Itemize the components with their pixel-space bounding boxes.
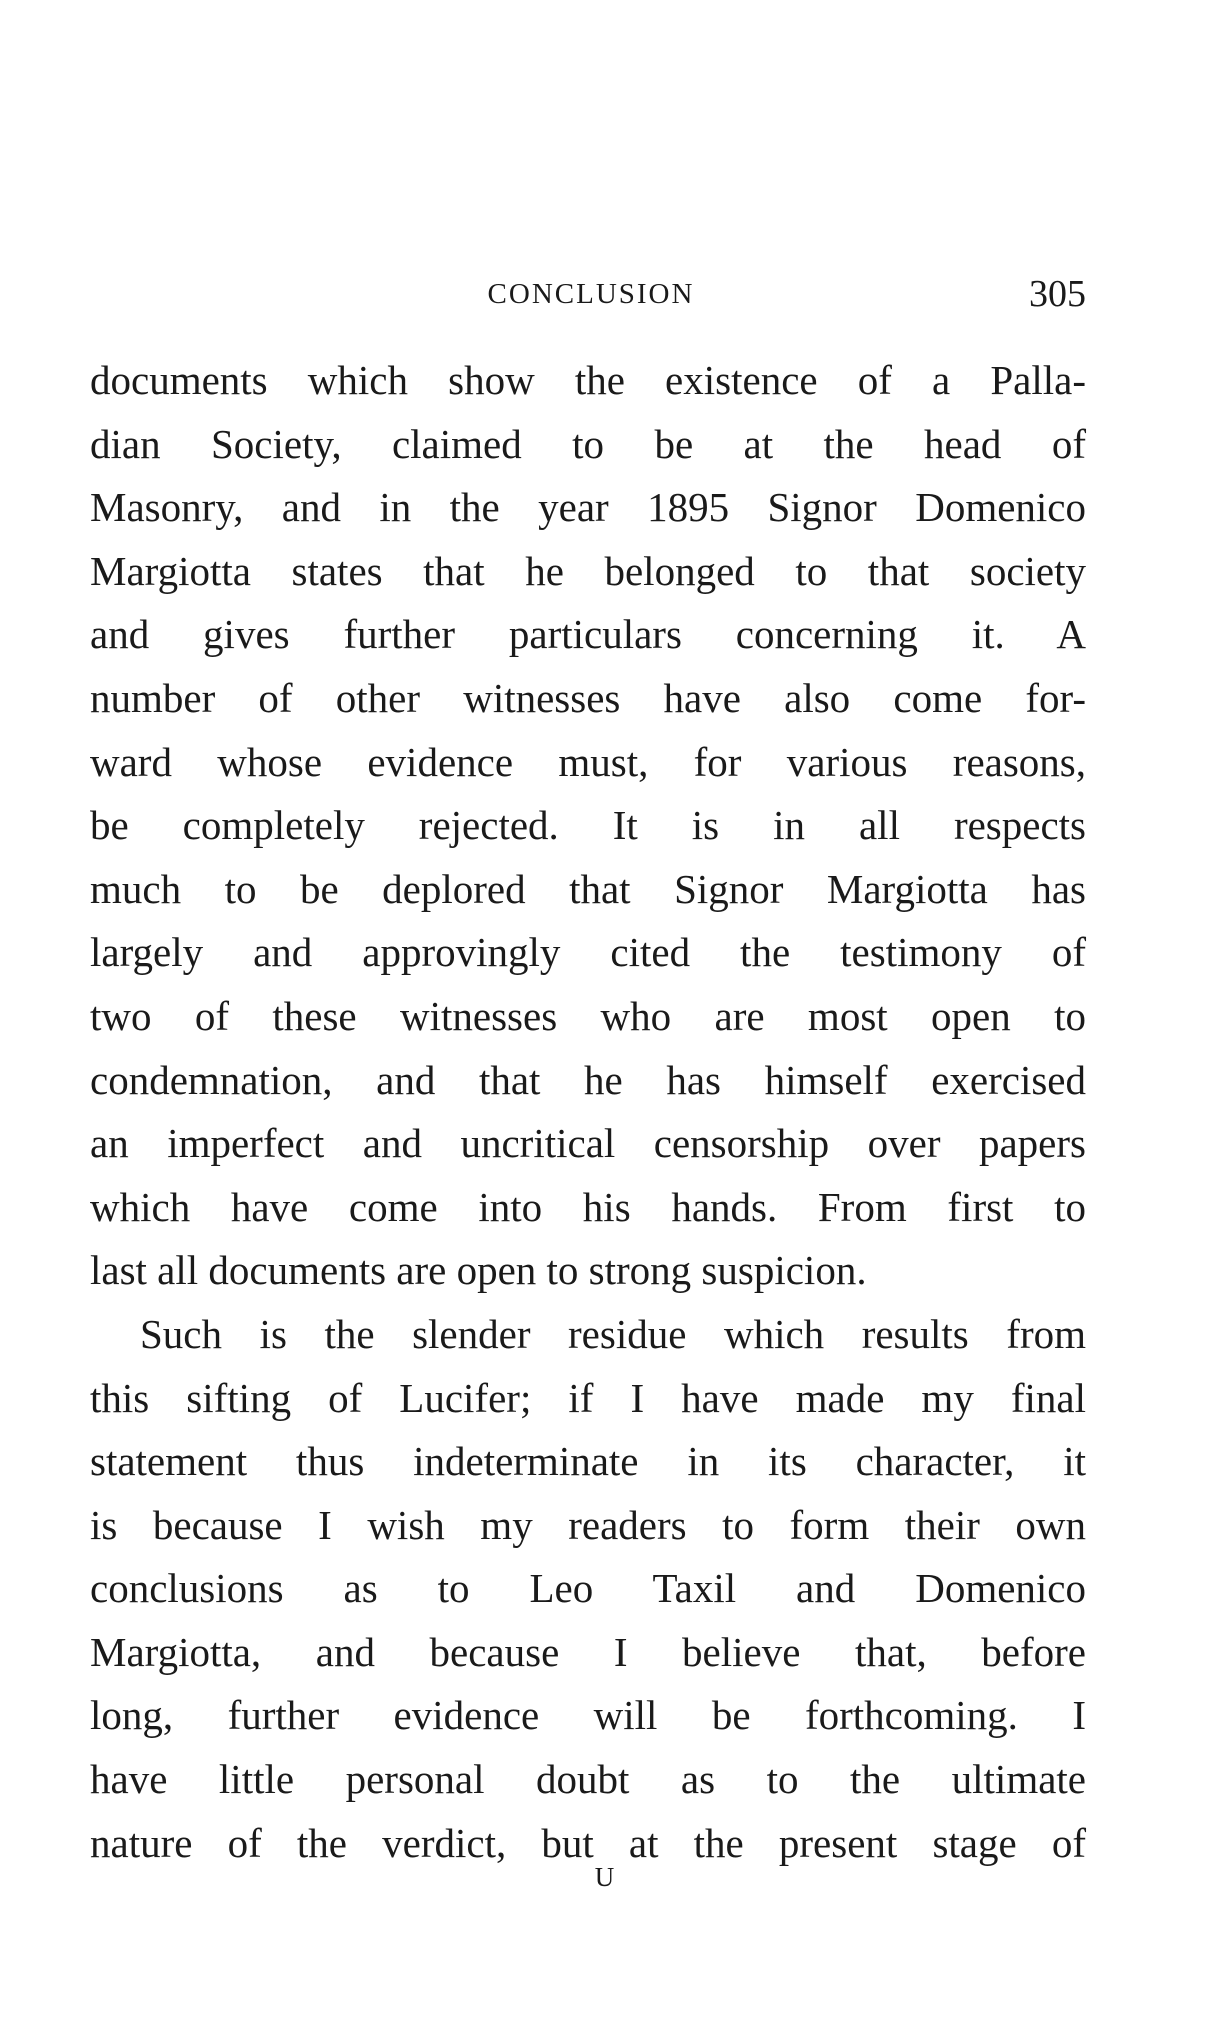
text-line: conclusions as to Leo Taxil and Domenico xyxy=(90,1565,1086,1612)
body-text xyxy=(90,349,1086,1875)
text-line: nature of the verdict, but at the present stage of xyxy=(90,1819,1086,1866)
text-line: which have come into his hands. From first to xyxy=(90,1183,1086,1230)
text-line: number of other witnesses have also come for- xyxy=(90,674,1086,721)
text-line: ward whose evidence must, for various reasons, xyxy=(90,738,1086,785)
signature-mark: U xyxy=(594,1862,616,1892)
text-line: last all documents are open to strong suspicion. xyxy=(90,1247,867,1294)
text-line: largely and approvingly cited the testimony of xyxy=(90,929,1086,976)
running-head xyxy=(96,272,1086,322)
paragraph-2 xyxy=(90,1303,1086,1875)
text-line: Margiotta, and because I believe that, before xyxy=(90,1628,1086,1675)
text-line: is because I wish my readers to form their own xyxy=(90,1501,1086,1548)
text-line: Margiotta states that he belonged to that society xyxy=(90,547,1086,594)
text-line: Masonry, and in the year 1895 Signor Domenico xyxy=(90,484,1086,531)
text-line: have little personal doubt as to the ultimate xyxy=(90,1756,1086,1803)
text-line: an imperfect and uncritical censorship over papers xyxy=(90,1120,1086,1167)
text-line: Such is the slender residue which results from xyxy=(140,1310,1086,1357)
text-line: and gives further particulars concerning it. A xyxy=(90,611,1086,658)
page-number: 305 xyxy=(1029,273,1086,315)
text-line: two of these witnesses who are most open to xyxy=(90,992,1086,1039)
running-title: CONCLUSION xyxy=(487,278,695,310)
text-line: long, further evidence will be forthcoming. I xyxy=(90,1692,1086,1739)
text-line: be completely rejected. It is in all respects xyxy=(90,802,1086,849)
text-line: statement thus indeterminate in its character, it xyxy=(90,1438,1086,1485)
text-line: this sifting of Lucifer; if I have made my final xyxy=(90,1374,1086,1421)
text-line: much to be deplored that Signor Margiotta has xyxy=(90,865,1086,912)
paragraph-1 xyxy=(90,349,1086,1303)
text-line: condemnation, and that he has himself exercised xyxy=(90,1056,1086,1103)
text-line: documents which show the existence of a Palla- xyxy=(90,357,1086,403)
text-line: dian Society, claimed to be at the head of xyxy=(90,420,1086,467)
